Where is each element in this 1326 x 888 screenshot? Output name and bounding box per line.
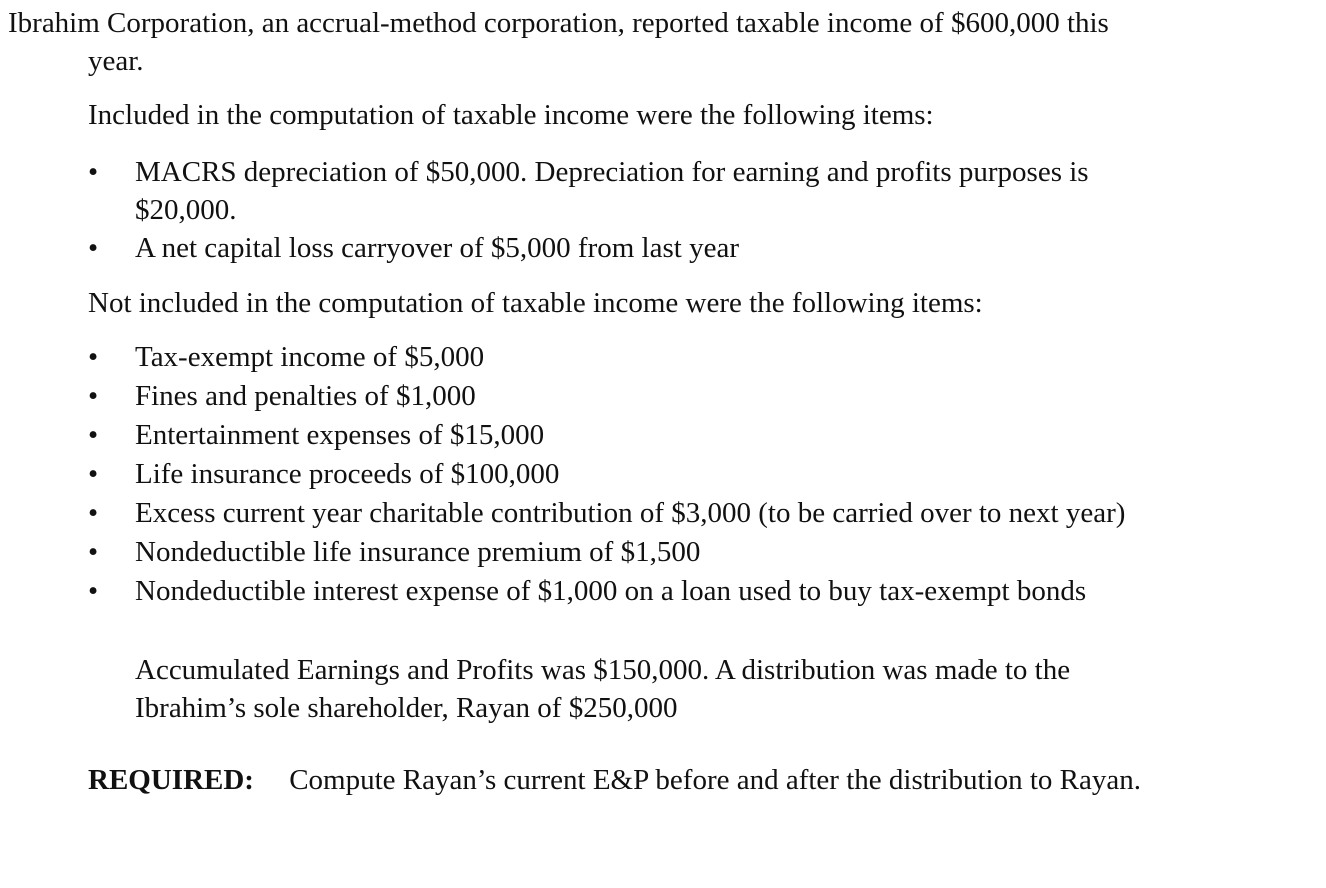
intro-line-1: Ibrahim Corporation, an accrual-method corporation, reported taxable income of $600,000 this — [8, 7, 1109, 39]
included-heading: Included in the computation of taxable income were the following items: — [88, 99, 934, 131]
not-included-item: Nondeductible life insurance premium of $1,500 — [135, 536, 701, 568]
not-included-item: Excess current year charitable contribution of $3,000 (to be carried over to next year) — [135, 497, 1126, 529]
closing-line-1: Accumulated Earnings and Profits was $150,000. A distribution was made to the — [135, 654, 1071, 686]
required-label: REQUIRED: — [88, 764, 254, 796]
bullet-icon: • — [88, 341, 99, 373]
included-item-1-line-2: $20,000. — [135, 194, 237, 226]
not-included-item: Entertainment expenses of $15,000 — [135, 419, 545, 451]
closing-paragraph — [135, 651, 1285, 727]
bullet-icon: • — [88, 156, 99, 188]
list-item — [88, 338, 1308, 377]
list-item — [88, 533, 1308, 572]
bullet-icon: • — [88, 497, 99, 529]
bullet-icon: • — [88, 536, 99, 568]
list-item — [88, 416, 1308, 455]
list-item — [88, 494, 1308, 533]
required-statement — [88, 761, 1308, 799]
bullet-icon: • — [88, 575, 99, 607]
not-included-item: Fines and penalties of $1,000 — [135, 380, 476, 412]
intro-paragraph — [8, 4, 1268, 80]
included-list — [88, 153, 1308, 267]
bullet-icon: • — [88, 419, 99, 451]
list-item — [88, 455, 1308, 494]
required-text: Compute Rayan’s current E&P before and after the distribution to Rayan. — [289, 764, 1142, 796]
not-included-heading: Not included in the computation of taxable income were the following items: — [88, 287, 983, 319]
intro-line-2: year. — [88, 45, 144, 77]
list-item — [88, 153, 1308, 229]
included-item-2: A net capital loss carryover of $5,000 from last year — [135, 232, 739, 264]
not-included-item: Tax-exempt income of $5,000 — [135, 341, 485, 373]
list-item — [88, 229, 1308, 267]
not-included-list — [88, 338, 1308, 611]
not-included-item: Nondeductible interest expense of $1,000 on a loan used to buy tax-exempt bonds — [135, 575, 1087, 607]
list-item — [88, 572, 1308, 611]
bullet-icon: • — [88, 380, 99, 412]
bullet-icon: • — [88, 458, 99, 490]
closing-line-2: Ibrahim’s sole shareholder, Rayan of $250,000 — [135, 692, 678, 724]
list-item — [88, 377, 1308, 416]
included-item-1-line-1: MACRS depreciation of $50,000. Depreciation for earning and profits purposes is — [135, 156, 1089, 188]
bullet-icon: • — [88, 232, 99, 264]
not-included-item: Life insurance proceeds of $100,000 — [135, 458, 560, 490]
